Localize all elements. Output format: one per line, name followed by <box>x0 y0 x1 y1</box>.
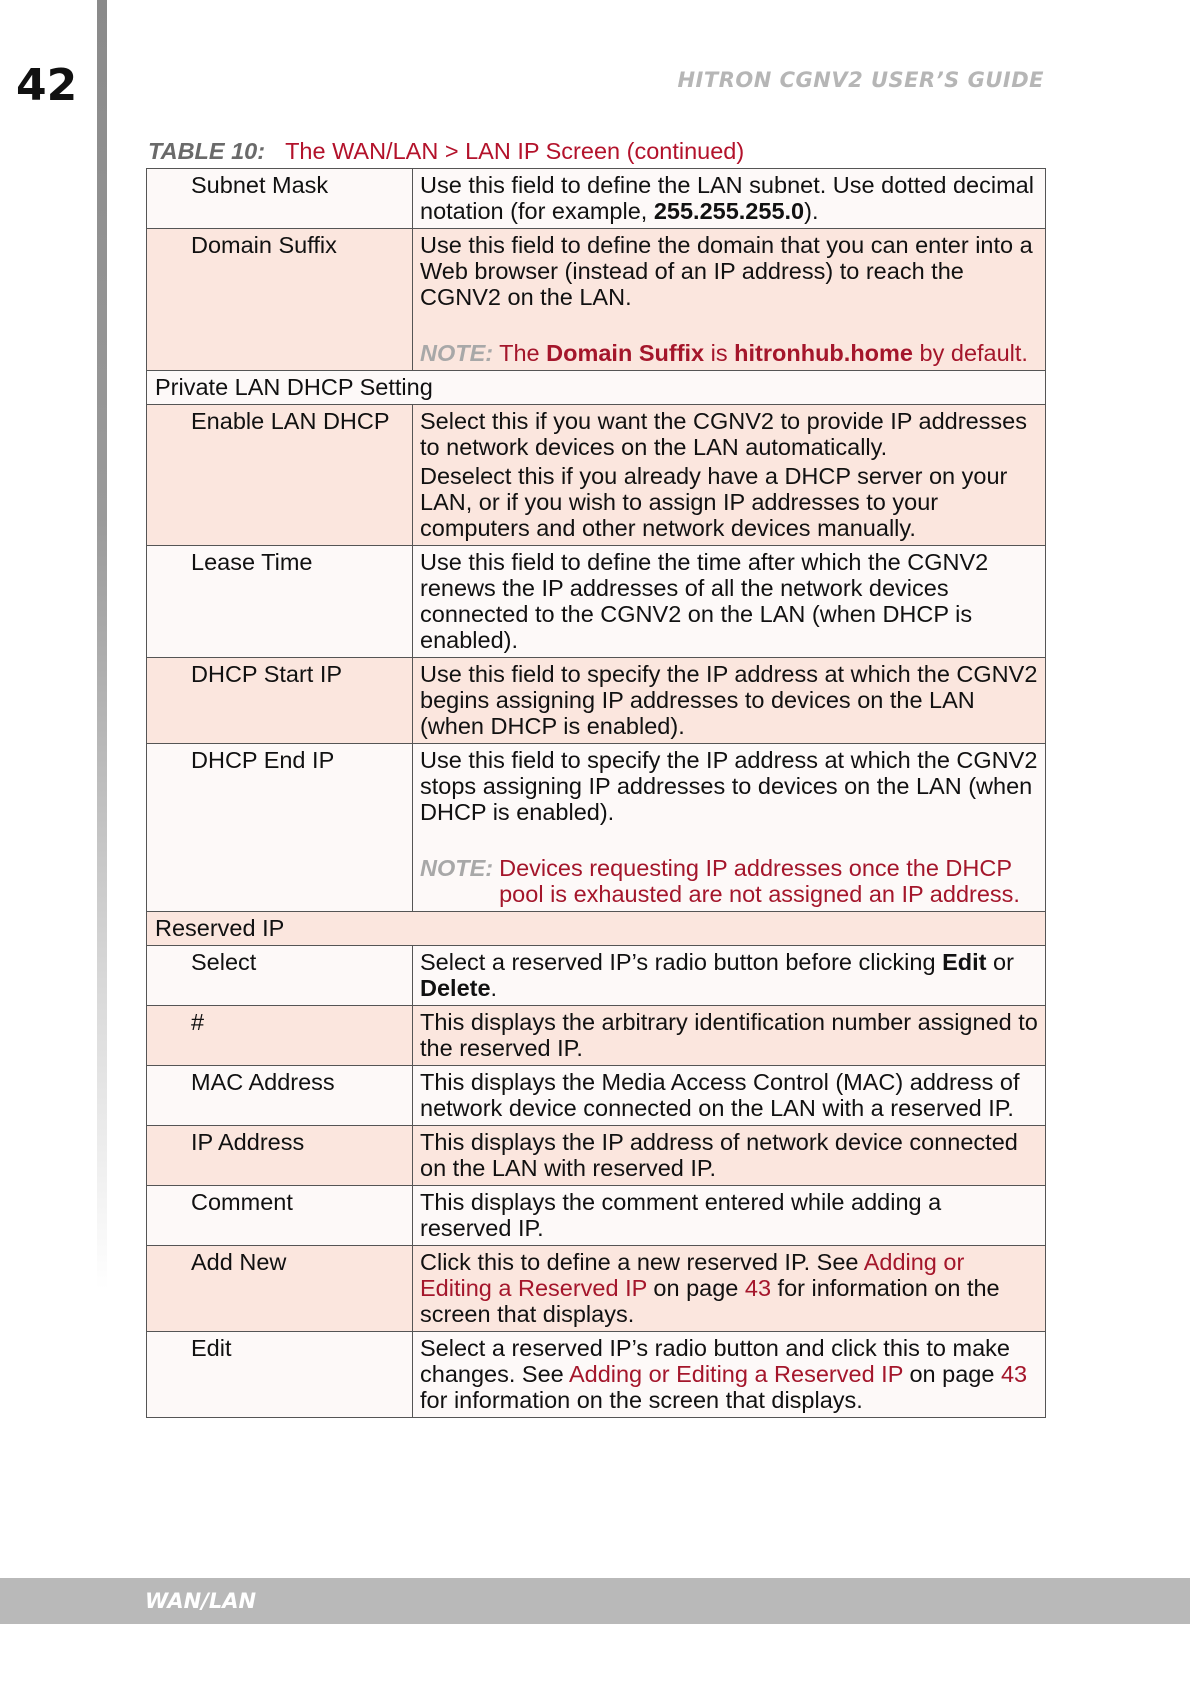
footer-section-title: WAN/LAN <box>145 1589 257 1613</box>
desc-text: Deselect this if you already have a DHCP server on your LAN, or if you wish to assign IP addresses to your computers and other network devices manually. <box>420 463 1008 541</box>
cross-reference-link[interactable]: Adding or Editing a Reserved IP <box>568 1361 903 1387</box>
field-description <box>413 1006 1046 1066</box>
field-label: Add New <box>147 1246 413 1332</box>
table-row-ip-address <box>147 1126 1046 1186</box>
table-caption <box>148 138 744 165</box>
desc-text: This displays the comment entered while adding a reserved IP. <box>420 1189 942 1241</box>
table-row-subnet-mask <box>147 169 1046 229</box>
table-row-dhcp-start-ip <box>147 658 1046 744</box>
field-description <box>413 1126 1046 1186</box>
desc-text: Use this field to define the LAN subnet. Use dotted decimal notation (for example, <box>420 172 1034 224</box>
field-label: DHCP End IP <box>147 744 413 912</box>
table-row-enable-lan-dhcp <box>147 405 1046 546</box>
field-description <box>413 229 1046 371</box>
table-row-edit <box>147 1332 1046 1418</box>
field-label: Edit <box>147 1332 413 1418</box>
table-row-mac-address <box>147 1066 1046 1126</box>
section-heading: Reserved IP <box>147 912 1046 946</box>
note-text: The Domain Suffix is hitronhub.home by default. <box>499 340 1028 366</box>
field-label: IP Address <box>147 1126 413 1186</box>
field-description <box>413 1066 1046 1126</box>
table-row-comment <box>147 1186 1046 1246</box>
running-header: HITRON CGNV2 USER’S GUIDE <box>677 68 1044 92</box>
desc-text: Use this field to specify the IP address at which the CGNV2 begins assigning IP addresses to devices on the LAN (when DHCP is enabled). <box>420 661 1038 739</box>
desc-text: This displays the Media Access Control (MAC) address of network device connected on the LAN with a reserved IP. <box>420 1069 1020 1121</box>
table-row-number <box>147 1006 1046 1066</box>
desc-text: Use this field to specify the IP address at which the CGNV2 stops assigning IP addresses to devices on the LAN (when DHCP is enabled). <box>420 747 1038 825</box>
desc-text: Use this field to define the time after which the CGNV2 renews the IP addresses of all the network devices connected to the CGNV2 on the LAN (when DHCP is enabled). <box>420 549 989 653</box>
field-label: # <box>147 1006 413 1066</box>
section-row-private-lan-dhcp <box>147 371 1046 405</box>
field-label: Subnet Mask <box>147 169 413 229</box>
note-block <box>420 340 1038 366</box>
table-row-dhcp-end-ip <box>147 744 1046 912</box>
field-label: Domain Suffix <box>147 229 413 371</box>
page-reference-link[interactable]: 43 <box>1000 1361 1028 1387</box>
table-row-select <box>147 946 1046 1006</box>
desc-text: This displays the arbitrary identification number assigned to the reserved IP. <box>420 1009 1038 1061</box>
table-row-add-new <box>147 1246 1046 1332</box>
desc-bold: 255.255.255.0 <box>653 198 805 224</box>
desc-text: Select this if you want the CGNV2 to provide IP addresses to network devices on the LAN automatically. <box>420 408 1027 460</box>
desc-text: This displays the IP address of network device connected on the LAN with reserved IP. <box>420 1129 1018 1181</box>
field-label: Comment <box>147 1186 413 1246</box>
lan-ip-fields-table <box>146 168 1046 1418</box>
field-description <box>413 1186 1046 1246</box>
field-description <box>413 405 1046 546</box>
note-block <box>420 855 1038 907</box>
section-row-reserved-ip <box>147 912 1046 946</box>
field-label: MAC Address <box>147 1066 413 1126</box>
field-description <box>413 744 1046 912</box>
field-description: Click this to define a new reserved IP. See Adding or Editing a Reserved IP on page 43 for information on the screen that displays. <box>413 1246 1046 1332</box>
field-description <box>413 169 1046 229</box>
field-label: Select <box>147 946 413 1006</box>
table-row-lease-time <box>147 546 1046 658</box>
field-description: Select a reserved IP’s radio button before clicking Edit or Delete. <box>413 946 1046 1006</box>
desc-text: ). <box>804 198 819 224</box>
page-number: 42 <box>16 60 78 111</box>
desc-text: Use this field to define the domain that you can enter into a Web browser (instead of an IP address) to reach the CGNV2 on the LAN. <box>420 232 1033 310</box>
page-reference-link[interactable]: 43 <box>744 1275 772 1301</box>
table-row-domain-suffix <box>147 229 1046 371</box>
field-label: DHCP Start IP <box>147 658 413 744</box>
note-text: Devices requesting IP addresses once the DHCP pool is exhausted are not assigned an IP address. <box>499 855 1020 907</box>
note-keyword: NOTE: <box>420 855 494 881</box>
field-description: Select a reserved IP’s radio button and click this to make changes. See Adding or Editing a Reserved IP on page 43 for information on the screen that displays. <box>413 1332 1046 1418</box>
field-label: Lease Time <box>147 546 413 658</box>
side-bar-decoration <box>97 0 107 1290</box>
field-label: Enable LAN DHCP <box>147 405 413 546</box>
table-caption-label: TABLE 10: <box>148 138 266 164</box>
section-heading: Private LAN DHCP Setting <box>147 371 1046 405</box>
note-keyword: NOTE: <box>420 340 494 366</box>
table-caption-title: The WAN/LAN > LAN IP Screen (continued) <box>285 138 745 164</box>
field-description <box>413 658 1046 744</box>
field-description <box>413 546 1046 658</box>
cross-reference-link[interactable]: Adding or Editing a Reserved IP <box>420 1249 965 1301</box>
